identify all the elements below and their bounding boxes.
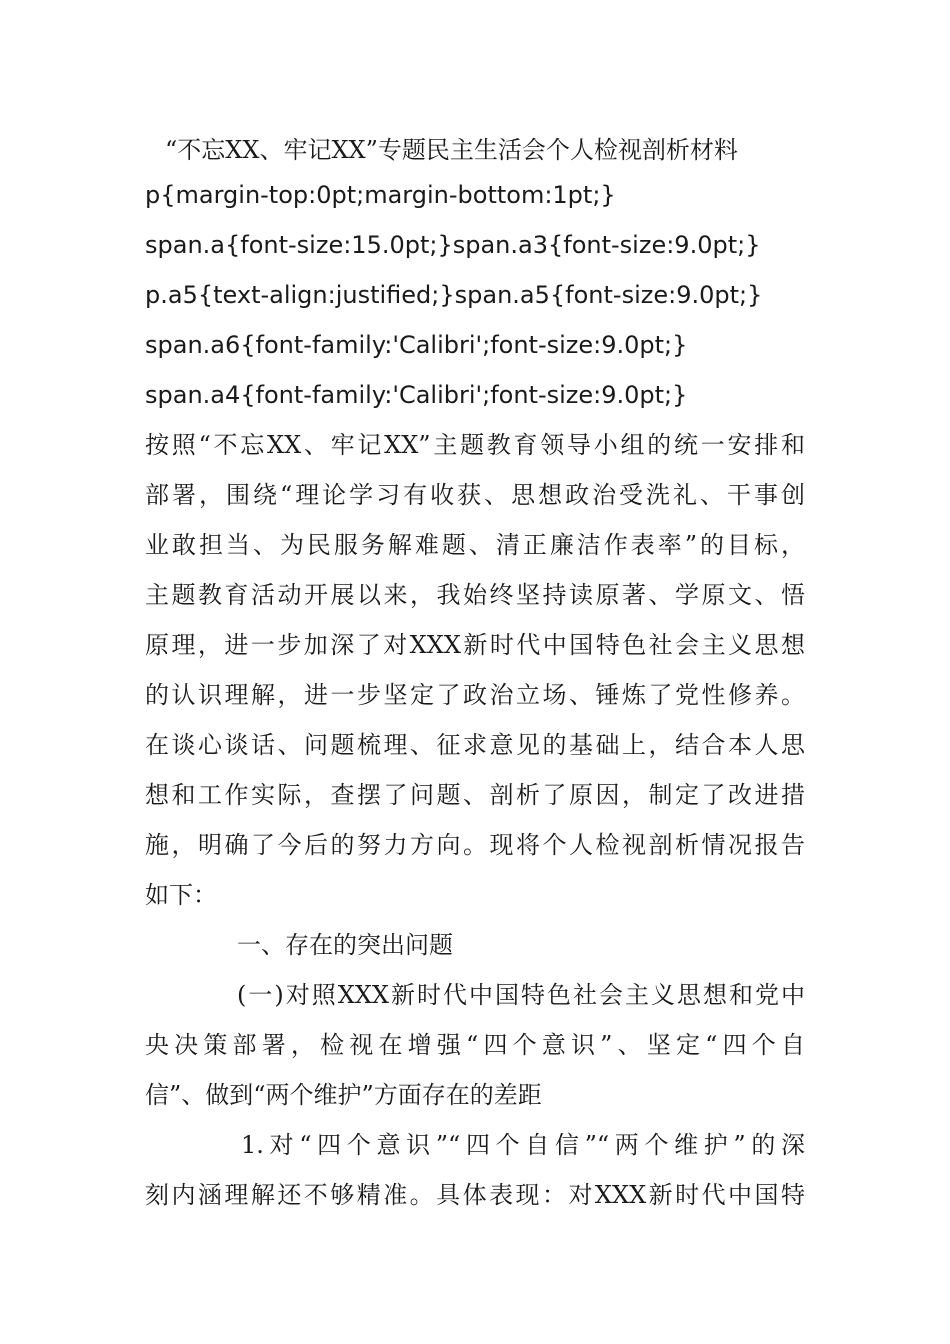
item-paragraph xyxy=(145,1120,805,1220)
intro-line: 想和工作实际，查摆了问题、剖析了原因，制定了改进措 xyxy=(145,781,805,809)
subsection-paragraph xyxy=(145,970,805,1120)
intro-paragraph xyxy=(145,420,805,920)
css-line: span.a6{font-family:'Calibri';font-size:9.0pt;} xyxy=(145,331,688,359)
item-line: 刻内涵理解还不够精准。具体表现：对XXX新时代中国特 xyxy=(145,1181,805,1209)
item-line: 1.对“四个意识”“四个自信”“两个维护”的深 xyxy=(241,1131,805,1159)
section-heading: 一、存在的突出问题 xyxy=(237,931,453,959)
section-heading-paragraph xyxy=(145,920,805,970)
intro-line: 主题教育活动开展以来，我始终坚持读原著、学原文、悟 xyxy=(145,581,805,609)
intro-line: 业敢担当、为民服务解难题、清正廉洁作表率”的目标， xyxy=(145,531,805,559)
subsection-line: (一)对照XXX新时代中国特色社会主义思想和党中 xyxy=(237,981,805,1009)
css-line: span.a4{font-family:'Calibri';font-size:9.0pt;} xyxy=(145,381,688,409)
intro-line: 原理，进一步加深了对XXX新时代中国特色社会主义思想 xyxy=(145,631,805,659)
subsection-line: 央决策部署，检视在增强“四个意识”、坚定“四个自 xyxy=(145,1031,805,1059)
intro-line: 施，明确了今后的努力方向。现将个人检视剖析情况报告 xyxy=(145,831,805,859)
document-page xyxy=(145,130,805,1220)
css-line: span.a{font-size:15.0pt;}span.a3{font-size:9.0pt;} xyxy=(145,231,761,259)
intro-line: 按照“不忘XX、牢记XX”主题教育领导小组的统一安排和 xyxy=(145,431,805,459)
css-residue-block xyxy=(145,170,805,420)
css-line: p{margin-top:0pt;margin-bottom:1pt;} xyxy=(145,181,616,209)
document-title: “不忘XX、牢记XX”专题民主生活会个人检视剖析材料 xyxy=(165,136,738,164)
intro-line: 部署，围绕“理论学习有收获、思想政治受洗礼、干事创 xyxy=(145,481,805,509)
intro-line: 如下： xyxy=(145,881,217,909)
intro-line: 的认识理解，进一步坚定了政治立场、锤炼了党性修养。 xyxy=(145,681,805,709)
subsection-line: 信”、做到“两个维护”方面存在的差距 xyxy=(145,1081,542,1109)
intro-line: 在谈心谈话、问题梳理、征求意见的基础上，结合本人思 xyxy=(145,731,805,759)
css-line: p.a5{text-align:justified;}span.a5{font-size:9.0pt;} xyxy=(145,281,763,309)
